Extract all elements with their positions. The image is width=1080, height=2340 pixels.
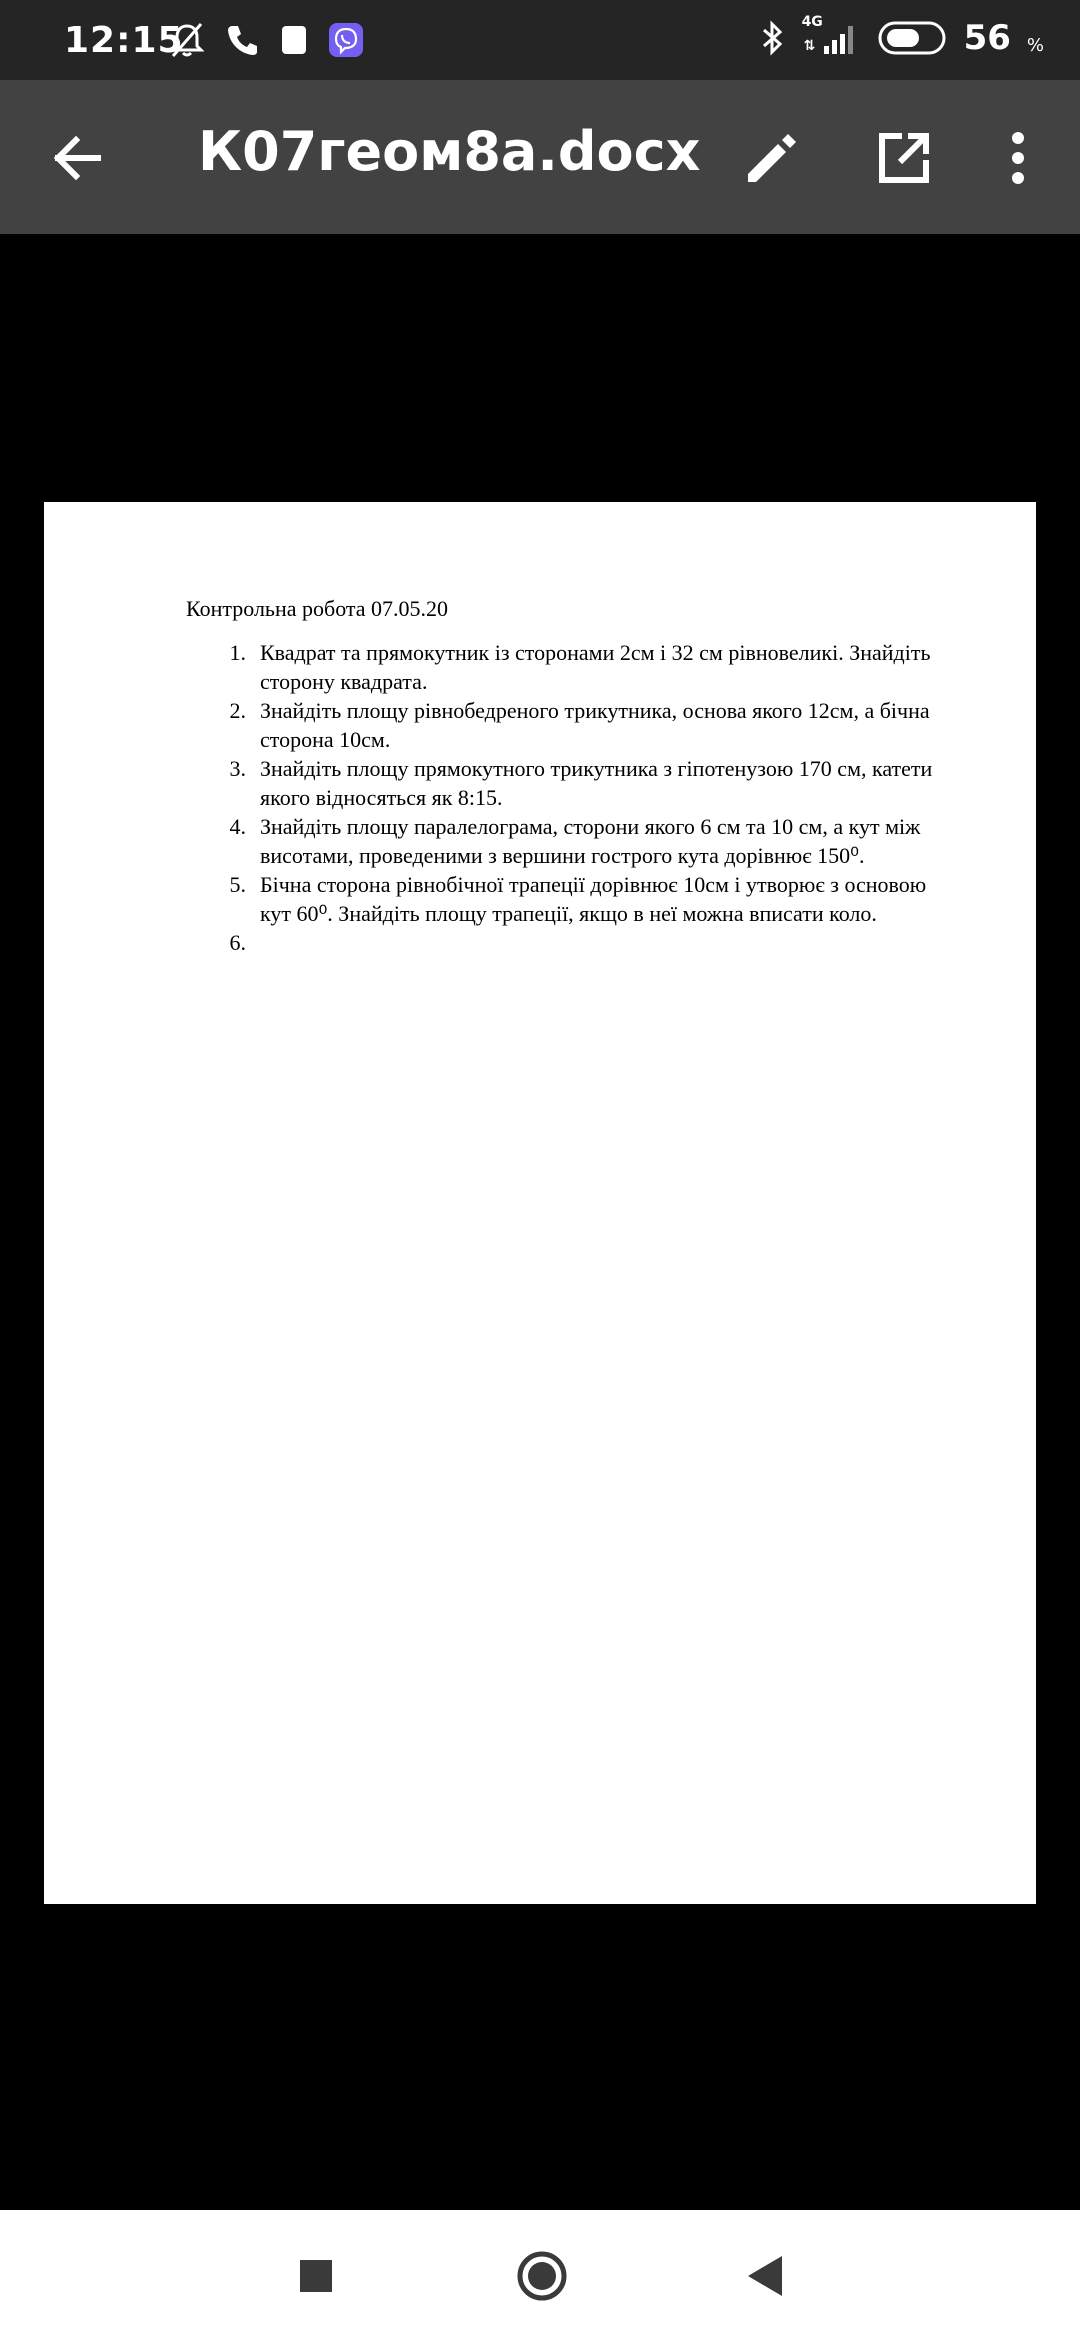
battery-unit: % <box>1026 34 1044 56</box>
task-number: 2. <box>229 698 246 723</box>
task-item <box>186 928 986 957</box>
mute-bell-icon <box>170 22 204 58</box>
task-item <box>186 812 986 870</box>
task-line: Квадрат та прямокутник із сторонами 2см і 32 см рівновеликі. Знайдіть <box>260 640 931 665</box>
task-line: Знайдіть площу рівнобедреного трикутника, основа якого 12см, а бічна <box>260 698 930 723</box>
task-item <box>186 638 986 696</box>
task-text <box>260 812 986 870</box>
task-line: якого відносяться як 8:15. <box>260 785 503 810</box>
app-bar <box>0 80 1080 234</box>
edit-pencil-icon[interactable] <box>740 126 804 190</box>
status-time: 12:15 <box>64 20 184 61</box>
document-page <box>44 502 1036 1904</box>
task-number: 3. <box>229 756 246 781</box>
task-text <box>260 928 986 957</box>
task-item <box>186 754 986 812</box>
system-nav-bar <box>0 2210 1080 2340</box>
open-external-icon[interactable] <box>872 126 936 190</box>
document-heading: Контрольна робота 07.05.20 <box>186 596 449 621</box>
task-line: Знайдіть площу паралелограма, сторони якого 6 см та 10 см, а кут між <box>260 814 921 839</box>
task-line: Знайдіть площу прямокутного трикутника з гіпотенузою 170 см, катети <box>260 756 933 781</box>
viber-icon <box>328 22 364 58</box>
task-item <box>186 696 986 754</box>
phone-icon <box>226 23 260 57</box>
document-title: К07геом8а.docx <box>198 120 701 183</box>
task-number: 6. <box>229 930 246 955</box>
task-list <box>186 638 986 957</box>
back-triangle-icon[interactable] <box>744 2254 784 2298</box>
back-arrow-icon[interactable] <box>48 128 108 188</box>
battery-icon <box>878 20 948 56</box>
home-circle-icon[interactable] <box>516 2250 568 2302</box>
network-type: 4G <box>801 14 823 30</box>
task-number: 4. <box>229 814 246 839</box>
task-line: кут 60⁰. Знайдіть площу трапеції, якщо в неї можна вписати коло. <box>260 901 877 926</box>
battery-level: 56 <box>963 18 1011 58</box>
task-text <box>260 870 986 928</box>
task-text <box>260 696 986 754</box>
status-bar <box>0 0 1080 80</box>
task-text <box>260 638 986 696</box>
more-vert-icon[interactable] <box>1000 126 1036 190</box>
task-item <box>186 870 986 928</box>
task-line <box>260 928 986 957</box>
notification-square-icon <box>282 26 306 54</box>
document-viewer[interactable] <box>0 234 1080 2210</box>
bluetooth-icon <box>758 20 786 56</box>
task-line: сторону квадрата. <box>260 669 428 694</box>
task-line: висотами, проведеними з вершини гострого кута дорівнює 150⁰. <box>260 843 865 868</box>
task-line: сторона 10см. <box>260 727 391 752</box>
task-number: 1. <box>229 640 246 665</box>
task-number: 5. <box>229 872 246 897</box>
task-text <box>260 754 986 812</box>
signal-icon: 4G ⇅ <box>802 18 862 58</box>
task-line: Бічна сторона рівнобічної трапеції дорівнює 10см і утворює з основою <box>260 872 927 897</box>
recents-square-icon[interactable] <box>300 2260 332 2292</box>
